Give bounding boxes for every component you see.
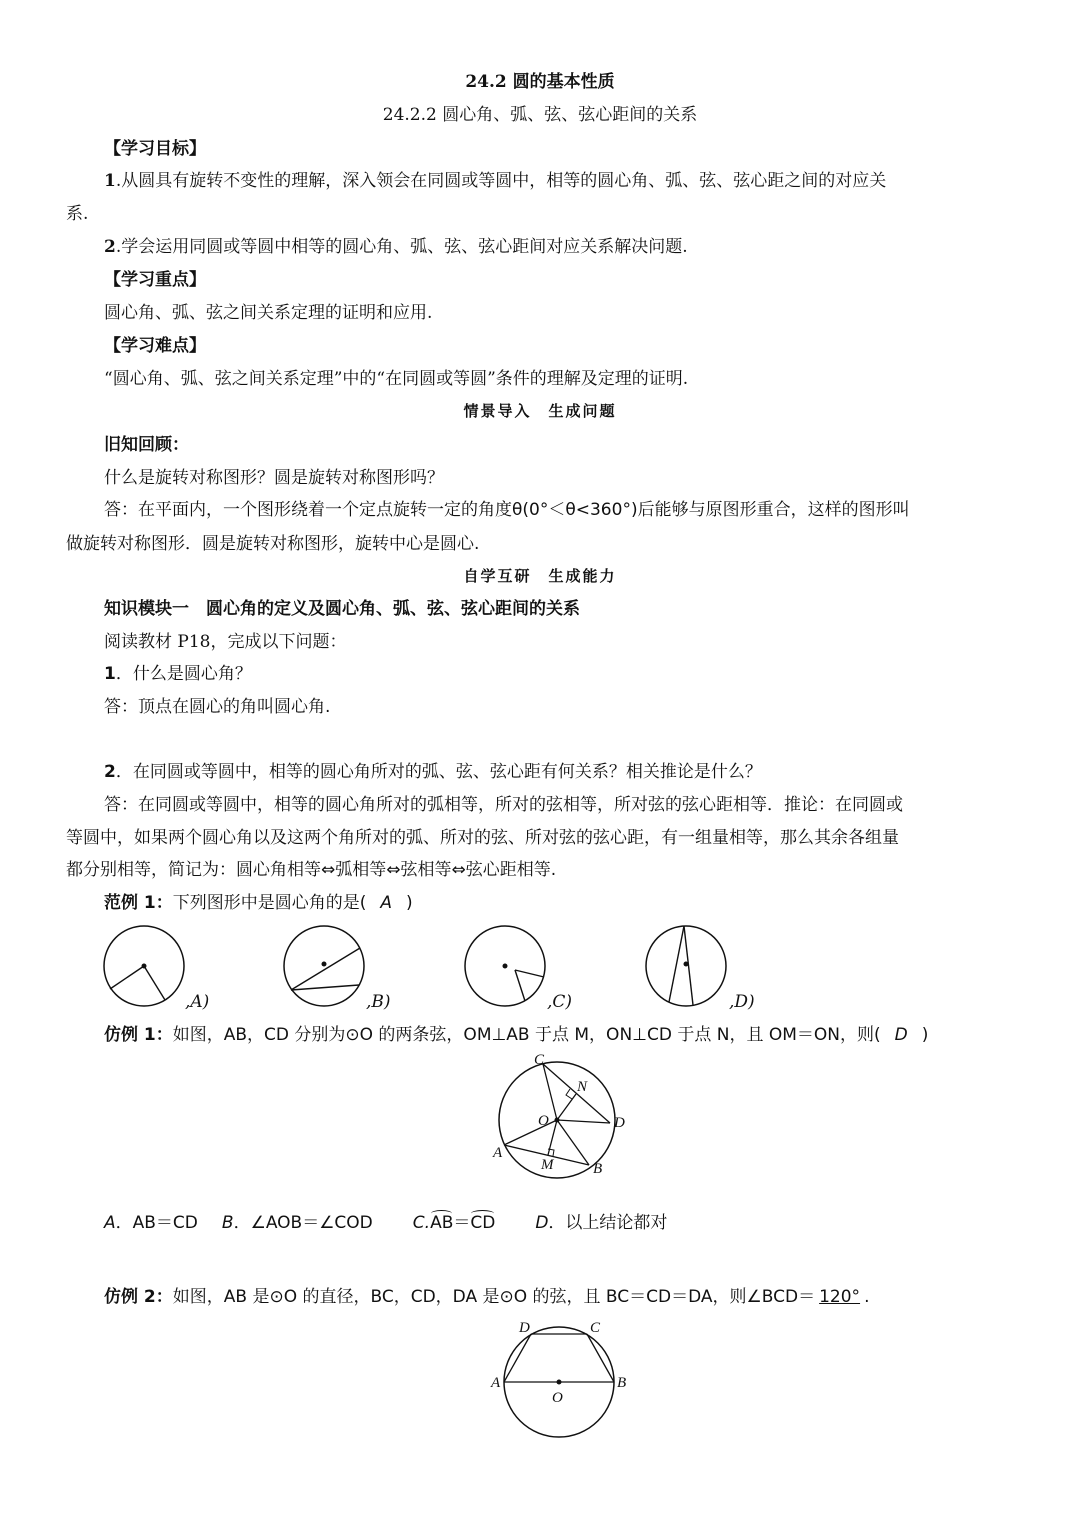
review-answer-line-2: 做旋转对称图形．圆是旋转对称图形，旋转中心是圆心. — [66, 534, 480, 554]
answer-2-line-3: 都分别相等，简记为：圆心角相等⇔弧相等⇔弦相等⇔弦心距相等. — [66, 860, 557, 880]
practice-1-label-b: B — [593, 1161, 603, 1177]
objective-2-number: 2 — [104, 237, 116, 257]
practice-1-choice-a-letter: A — [104, 1213, 116, 1233]
key-points-heading: 【学习重点】 — [104, 270, 206, 290]
page-subtitle: 24.2.2 圆心角、弧、弦、弦心距间的关系 — [382, 105, 698, 125]
practice-2-label-o: O — [552, 1390, 563, 1406]
practice-1-choice-c-letter: C. — [412, 1213, 431, 1233]
practice-2-end: . — [864, 1287, 870, 1307]
objectives-heading: 【学习目标】 — [104, 139, 206, 159]
answer-2-line-1: 答：在同圆或等圆中，相等的圆心角所对的弧相等，所对的弦相等，所对弦的弦心距相等．推论：在同圆或 — [104, 795, 903, 815]
practice-1-label-c: C — [534, 1052, 545, 1068]
example-1-answer: A — [380, 893, 393, 913]
practice-1-choice-a-text: ．AB＝CD — [115, 1213, 198, 1233]
objective-1 — [104, 169, 886, 193]
practice-1-choice-b-letter: B — [221, 1213, 234, 1233]
practice-1-question — [104, 1023, 928, 1047]
answer-2-line-2: 等圆中，如果两个圆心角以及这两个角所对的弧、所对的弦、所对弦的弦心距，有一组量相等，那么其余各组量 — [66, 828, 899, 848]
practice-1-answer: D — [894, 1025, 908, 1045]
practice-1-label-n: N — [577, 1079, 588, 1095]
key-points-text: 圆心角、弧、弦之间关系定理的证明和应用. — [104, 303, 433, 323]
practice-1-label-a: A — [493, 1145, 503, 1161]
objective-2-text: .学会运用同圆或等圆中相等的圆心角、弧、弦、弦心距间对应关系解决问题. — [115, 237, 688, 257]
difficulties-heading: 【学习难点】 — [104, 336, 206, 356]
practice-2-text: 如图，AB 是⊙O 的直径，BC，CD，DA 是⊙O 的弦，且 BC＝CD＝DA，则∠BCD＝ — [172, 1287, 816, 1307]
practice-2-label-b: B — [617, 1375, 627, 1391]
question-1 — [104, 662, 252, 686]
practice-2-label-c: C — [590, 1320, 601, 1336]
practice-2-figure — [480, 1312, 640, 1472]
question-1-number: 1 — [104, 664, 116, 684]
practice-1-label: 仿例 1： — [104, 1025, 173, 1045]
example-1-option-d: ,D) — [729, 992, 755, 1012]
example-1-option-a: ,A) — [185, 992, 210, 1012]
answer-1: 答：顶点在圆心的角叫圆心角. — [104, 697, 331, 717]
example-1-question — [104, 891, 413, 915]
objective-1-text: .从圆具有旋转不变性的理解，深入领会在同圆或等圆中，相等的圆心角、弧、弦、弦心距之间的对应关 — [115, 171, 887, 191]
practice-2-label-a: A — [491, 1375, 501, 1391]
practice-1-choice-c-arc-ab: AB — [430, 1213, 454, 1233]
objective-2 — [104, 235, 688, 259]
question-2-text: ．在同圆或等圆中，相等的圆心角所对的弧、弦、弦心距有何关系？相关推论是什么？ — [115, 762, 762, 782]
review-answer-line-1: 答：在平面内，一个图形绕着一个定点旋转一定的角度θ(0°＜θ<360°)后能够与原图形重合，这样的图形叫 — [104, 500, 910, 520]
practice-1-choice-d-letter: D — [535, 1213, 549, 1233]
practice-1-choices — [104, 1211, 667, 1235]
objective-1-number: 1 — [104, 171, 116, 191]
practice-1-label-d: D — [614, 1115, 625, 1131]
practice-1-label-m: M — [541, 1157, 554, 1173]
practice-2-answer: 120° — [819, 1287, 861, 1307]
review-question: 什么是旋转对称图形？圆是旋转对称图形吗？ — [104, 468, 444, 488]
practice-1-choice-d-text: ．以上结论都对 — [548, 1213, 668, 1233]
practice-2-question — [104, 1285, 869, 1309]
practice-2-label: 仿例 2： — [104, 1287, 173, 1307]
example-1-option-b: ,B) — [366, 992, 391, 1012]
example-1-label: 范例 1： — [104, 893, 173, 913]
practice-1-label-o: O — [538, 1113, 549, 1129]
question-2 — [104, 760, 762, 784]
section-title-intro: 情景导入 生成问题 — [463, 402, 617, 420]
practice-1-text: 如图，AB，CD 分别为⊙O 的两条弦，OM⊥AB 于点 M，ON⊥CD 于点 N，且 OM＝ON，则( — [172, 1025, 881, 1045]
practice-1-close: ) — [921, 1025, 929, 1045]
objective-1-continued: 系. — [66, 204, 89, 224]
review-heading: 旧知回顾： — [104, 435, 189, 455]
read-instruction: 阅读教材 P18，完成以下问题： — [104, 632, 347, 652]
question-1-text: ．什么是圆心角？ — [115, 664, 252, 684]
module-heading: 知识模块一 圆心角的定义及圆心角、弧、弦、弦心距间的关系 — [104, 599, 580, 619]
practice-1-choice-b-text: ．∠AOB＝∠COD — [233, 1213, 373, 1233]
question-2-number: 2 — [104, 762, 116, 782]
practice-1-figure — [480, 1045, 650, 1180]
section-title-study: 自学互研 生成能力 — [463, 567, 617, 585]
example-1-close: ) — [406, 893, 413, 913]
example-1-option-c: ,C) — [547, 992, 573, 1012]
practice-1-choice-c-arc-cd: CD — [470, 1213, 496, 1233]
example-1-text: 下列图形中是圆心角的是( — [172, 893, 367, 913]
practice-1-choice-c-equals: ＝ — [453, 1213, 471, 1233]
page-title: 24.2 圆的基本性质 — [465, 72, 615, 92]
practice-2-label-d: D — [519, 1320, 530, 1336]
difficulties-text: “圆心角、弧、弦之间关系定理”中的“在同圆或等圆”条件的理解及定理的证明. — [104, 369, 689, 389]
